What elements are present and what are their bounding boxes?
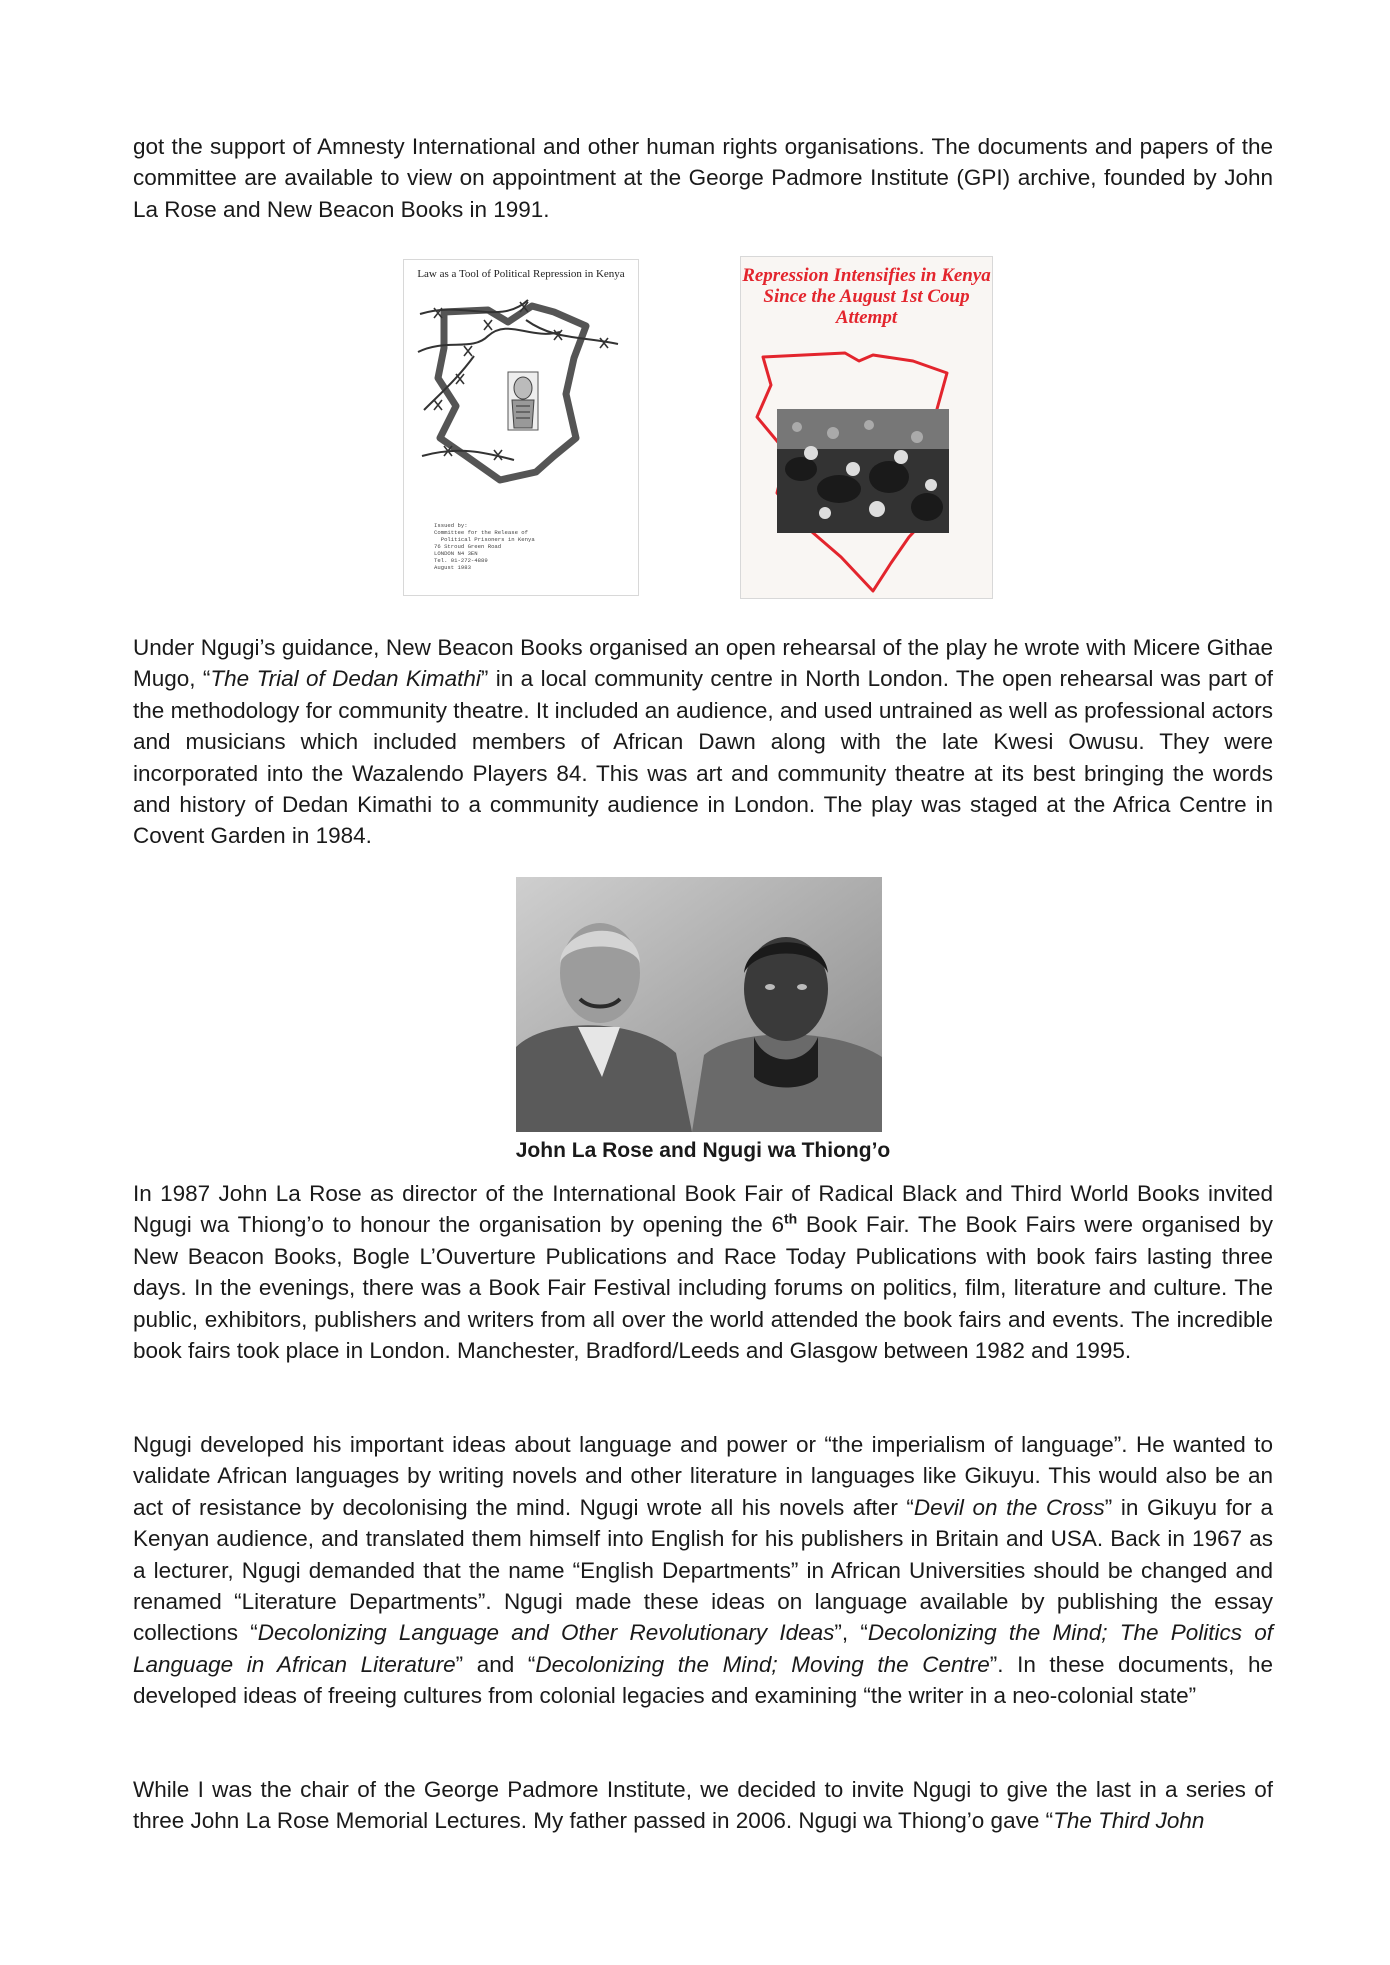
paragraph-open-rehearsal-text-b: ” in a local community centre in North London. The open rehearsal was part of the methodology for community theatre. It included an audience, and used untrained as well as professional actors and musicians which included members of African Dawn along with the late Kwesi Owusu. They were incorporated into the Wazalendo Players 84. This was art and community theatre at its best bringing the words and history of Dedan Kimathi to a community audience in London. The play was staged at the Africa Centre in Covent Garden in 1984. [133,666,1274,849]
paragraph-language-and-power [133,1429,1273,1712]
title-third-john: The Third John [1053,1808,1205,1834]
paragraph-memorial-text-a: While I was the chair of the George Padmore Institute, we decided to invite Ngugi to give the last in a series of three John La Rose Memorial Lectures. My father passed in 2006. Ngugi wa Thiong’o gave “ [133,1777,1273,1834]
paragraph-language-text-c: ”, “ [834,1620,868,1646]
title-trial-of-dedan-kimathi: The Trial of Dedan Kimathi [210,666,481,692]
paragraph-language-text-d: ” and “ [455,1651,536,1677]
photo-john-la-rose-and-ngugi [516,877,882,1132]
cover-law-as-tool-image [403,259,639,596]
paragraph-archive-text: got the support of Amnesty International and other human rights organisations. The documents and papers of the committee are available to view on appointment at the George Padmore Institute (GPI) archive, founded by John La Rose and New Beacon Books in 1991. [133,134,1273,222]
title-decolonizing-language: Decolonizing Language and Other Revolutionary Ideas [257,1620,835,1646]
photo-caption: John La Rose and Ngugi wa Thiong’o [515,1139,891,1162]
paragraph-language-text-e: ”. In these documents, he developed ideas of freeing cultures from colonial legacies and examining “the writer in a neo-colonial state” [133,1651,1273,1709]
kenya-map-photo-illustration [741,257,994,600]
cover-repression-intensifies-image [740,256,993,599]
paragraph-open-rehearsal [133,632,1273,852]
cover-left-title: Law as a Tool of Political Repression in Kenya [417,268,625,280]
portrait-photo-illustration [516,877,882,1132]
paragraph-memorial-lectures [133,1774,1273,1837]
title-decolonizing-the-mind-politics: Decolonizing the Mind; The Politics of Language in African Literature [133,1620,1273,1677]
paragraph-language-text-b: ” in Gikuyu for a Kenyan audience, and translated them himself into English for his publishers in Britain and USA. Back in 1967 as a lecturer, Ngugi demanded that the name “English Departments” in African Universities should be changed and renamed “Literature Departments”. Ngugi made these ideas on language available by publishing the essay collections “ [133,1494,1273,1646]
title-decolonizing-the-mind-moving: Decolonizing the Mind; Moving the Centre [535,1651,990,1677]
title-devil-on-the-cross: Devil on the Cross [913,1494,1105,1520]
cover-left-issued-by: Issued by: Committee for the Release of Political Prisoners in Kenya 76 Stroud Green Road LONDON N4 3EN Tel. 01-272-4889 August 1983 [434,522,535,571]
paragraph-book-fair-text-a: In 1987 John La Rose as director of the International Book Fair of Radical Black and Third World Books invited Ngugi wa Thiong’o to honour the organisation by opening the 6 [133,1181,1273,1238]
paragraph-archive [133,131,1273,225]
paragraph-language-text-a: Ngugi developed his important ideas about language and power or “the imperialism of language”. He wanted to validate African languages by writing novels and other literature in languages like Gikuyu. This would also be an act of resistance by decolonising the mind. Ngugi wrote all his novels after “ [133,1432,1273,1520]
cover-right-title: Repression Intensifies in Kenya Since the August 1st Coup Attempt [742,265,991,328]
paragraph-book-fair [133,1178,1273,1366]
paragraph-book-fair-text-b: Book Fair. The Book Fairs were organised by New Beacon Books, Bogle L’Ouverture Publications and Race Today Publications with book fairs lasting three days. In the evenings, there was a Book Fair Festival including forums on politics, film, literature and culture. The public, exhibitors, publishers and writers from all over the world attended the book fairs and events. The incredible book fairs took place in London. Manchester, Bradford/Leeds and Glasgow between 1982 and 1995. [133,1212,1273,1364]
paragraph-open-rehearsal-text-a: Under Ngugi’s guidance, New Beacon Books organised an open rehearsal of the play he wrote with Micere Githae Mugo, “ [133,635,1273,692]
ordinal-superscript: th [783,1210,798,1227]
